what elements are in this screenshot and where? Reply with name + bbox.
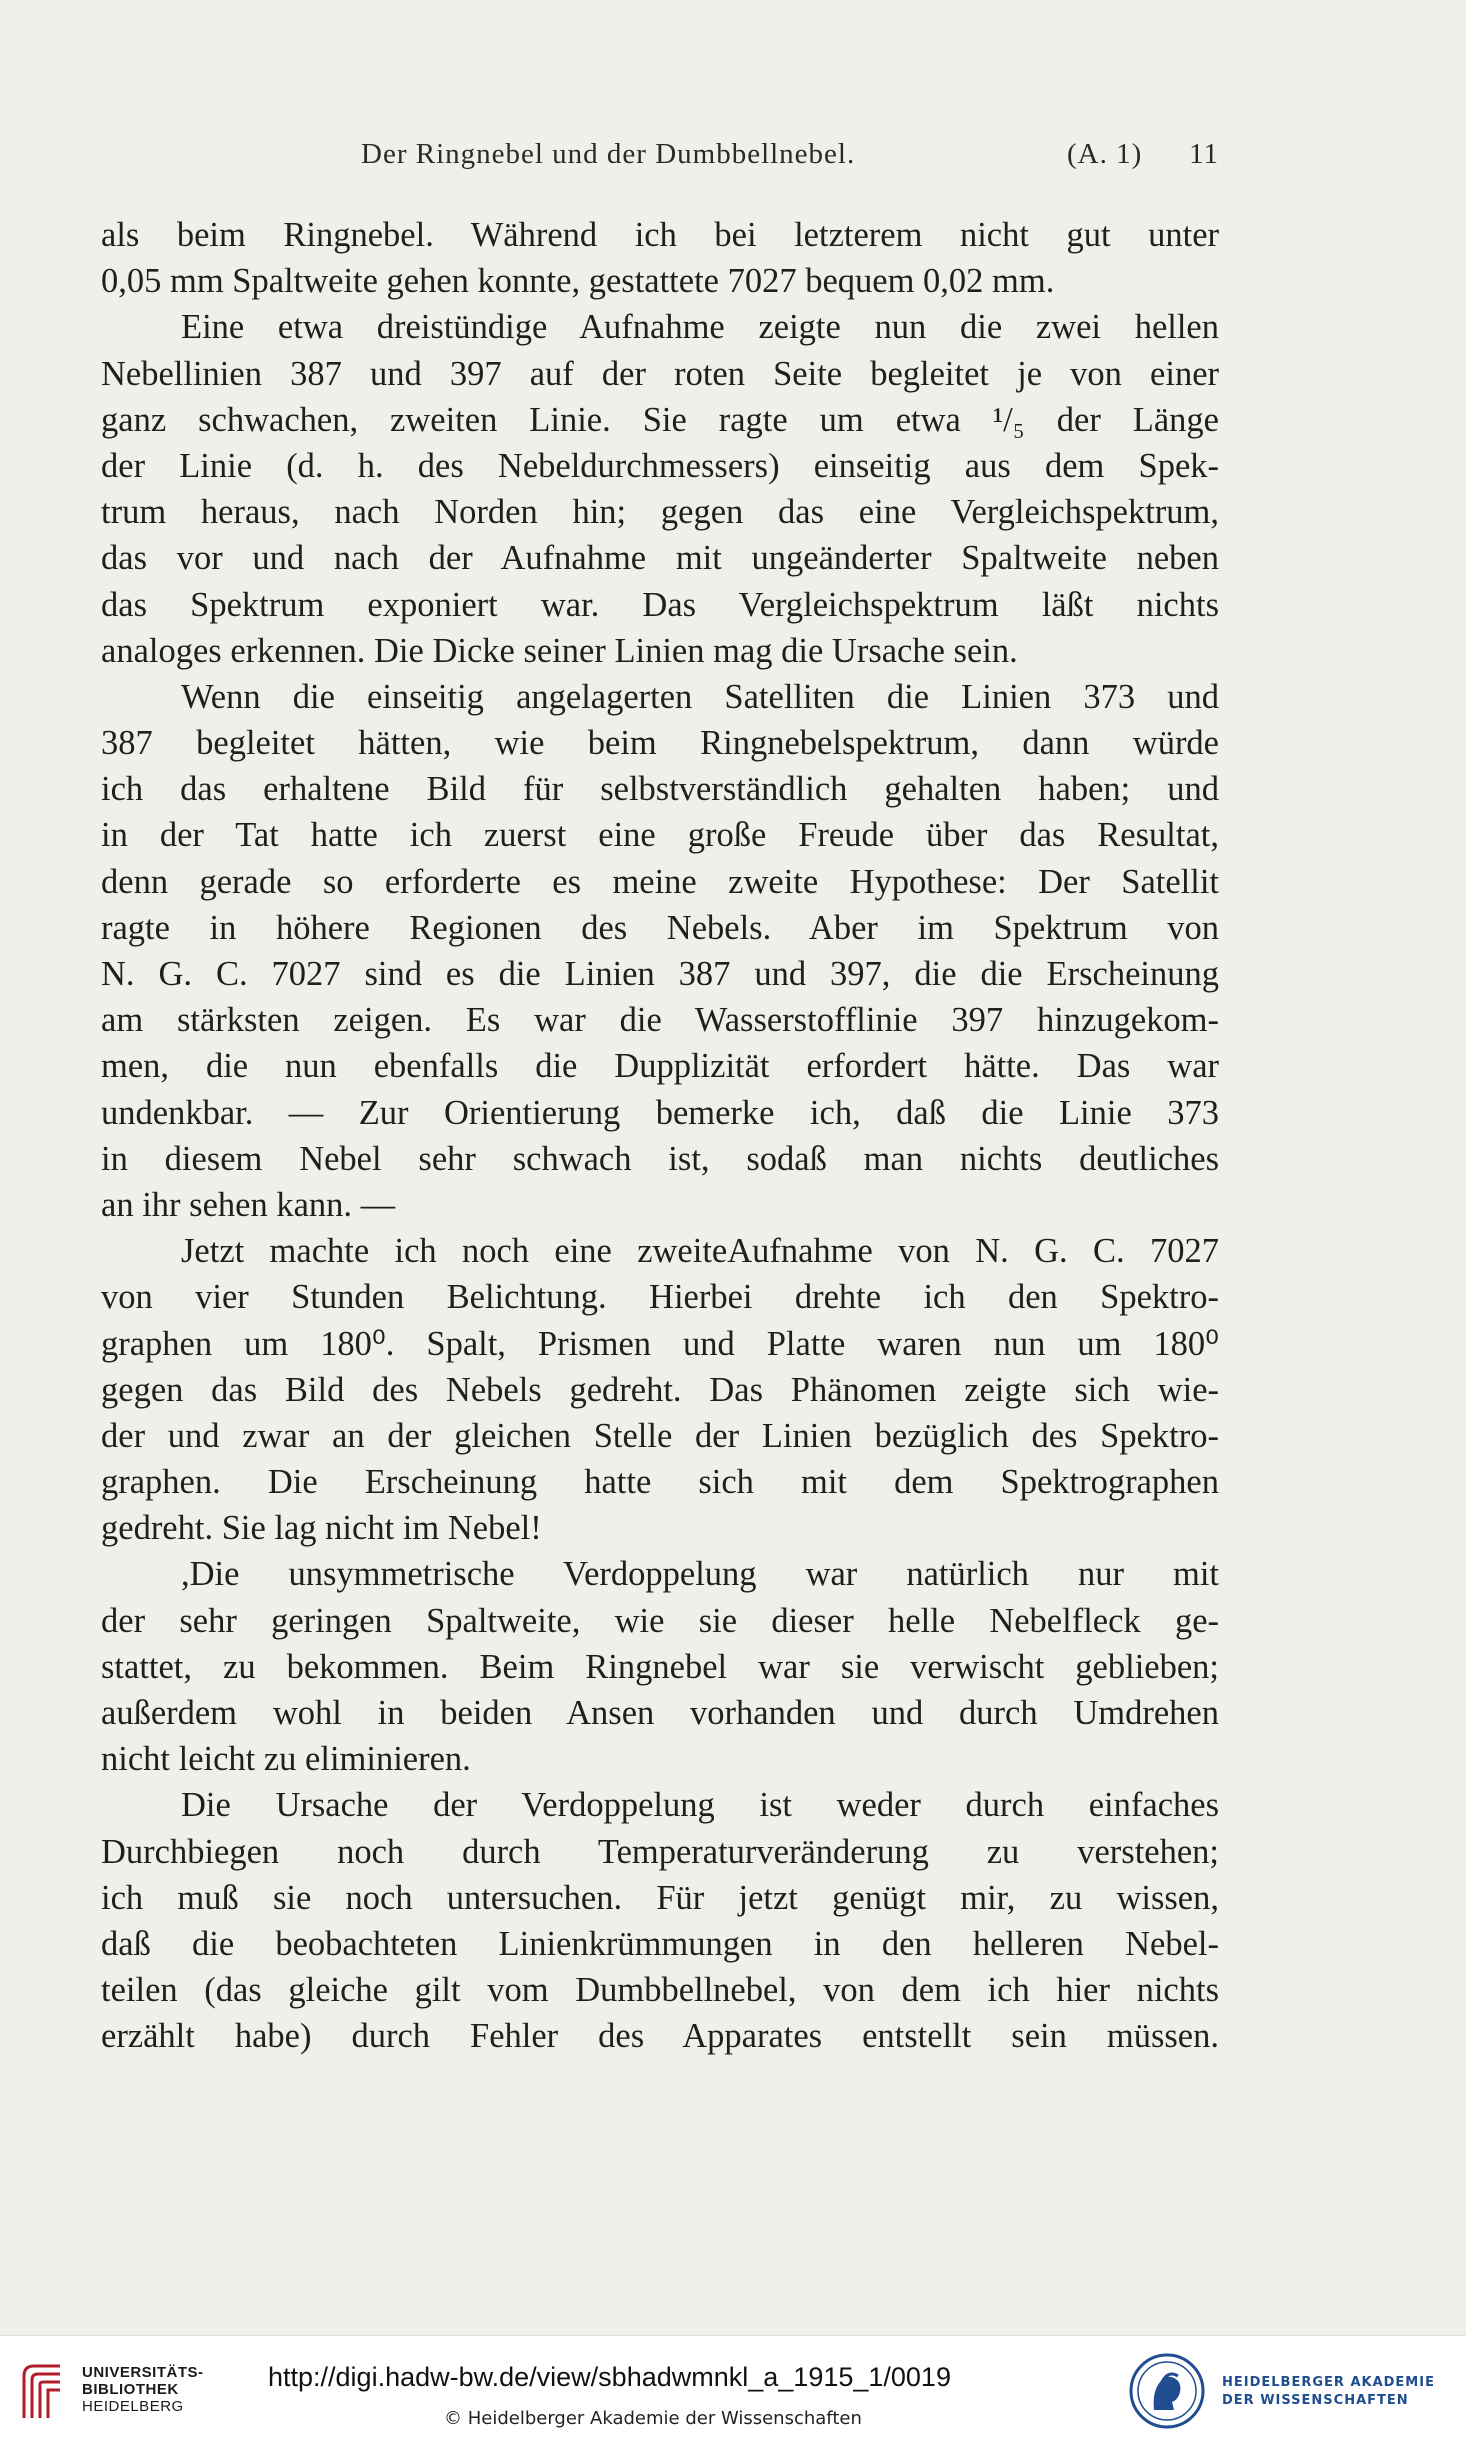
academy-seal-icon [1128,2352,1206,2430]
text-line: Die Ursache der Verdoppelung ist weder durch einfaches [181,1786,1219,1825]
text-line: von vier Stunden Belichtung. Hierbei drehte ich den Spektro- [101,1278,1219,1317]
text-line: 387 begleitet hätten, wie beim Ringnebelspektrum, dann würde [101,724,1219,763]
text-line: trum heraus, nach Norden hin; gegen das eine Vergleichspektrum, [101,493,1219,532]
text-line: graphen um 180⁰. Spalt, Prismen und Platte waren nun um 180⁰ [101,1324,1219,1363]
text-line: der sehr geringen Spaltweite, wie sie dieser helle Nebelfleck ge- [101,1601,1219,1640]
text-line: denn gerade so erforderte es meine zweite Hypothese: Der Satellit [101,862,1219,901]
text-line: daß die beobachteten Linienkrümmungen in den helleren Nebel- [101,1924,1219,1963]
text-line: ich das erhaltene Bild für selbstverständlich gehalten haben; und [101,770,1219,809]
text-line: nicht leicht zu eliminieren. [101,1740,471,1779]
text-line: das Spektrum exponiert war. Das Vergleichspektrum läßt nichts [101,585,1219,624]
running-title: Der Ringnebel und der Dumbbellnebel. [361,138,856,170]
copyright-notice: © Heidelberger Akademie der Wissenschaften [444,2408,862,2429]
permalink-url[interactable]: http://digi.hadw-bw.de/view/sbhadwmnkl_a_1915_1/0019 [268,2362,951,2392]
text-line: graphen. Die Erscheinung hatte sich mit dem Spektrographen [101,1463,1219,1502]
text-line: das vor und nach der Aufnahme mit ungeänderter Spaltweite neben [101,539,1219,578]
text-line: ganz schwachen, zweiten Linie. Sie ragte um etwa ¹/₅ der Länge [101,400,1219,439]
text-line: in der Tat hatte ich zuerst eine große Freude über das Resultat, [101,816,1219,855]
text-line: ich muß sie noch untersuchen. Für jetzt genügt mir, zu wissen, [101,1878,1219,1917]
text-line: Jetzt machte ich noch eine zweiteAufnahme von N. G. C. 7027 [181,1232,1219,1271]
text-line: ,Die unsymmetrische Verdoppelung war natürlich nur mit [181,1555,1219,1594]
text-line: undenkbar. — Zur Orientierung bemerke ich, daß die Linie 373 [101,1093,1219,1132]
text-line: der Linie (d. h. des Nebeldurchmessers) einseitig aus dem Spek- [101,446,1219,485]
page-number: 11 [1189,138,1219,170]
text-line: Eine etwa dreistündige Aufnahme zeigte nun die zwei hellen [181,308,1219,347]
text-line: teilen (das gleiche gilt vom Dumbbellnebel, von dem ich hier nichts [101,1971,1219,2010]
section-marker: (A. 1) [1067,138,1143,170]
university-library-logo-icon [14,2358,70,2424]
text-line: analoges erkennen. Die Dicke seiner Linien mag die Ursache sein. [101,631,1018,670]
text-line: men, die nun ebenfalls die Dupplizität erfordert hätte. Das war [101,1047,1219,1086]
text-line: der und zwar an der gleichen Stelle der Linien bezüglich des Spektro- [101,1416,1219,1455]
text-line: Nebellinien 387 und 397 auf der roten Seite begleitet je von einer [101,354,1219,393]
text-line: N. G. C. 7027 sind es die Linien 387 und 397, die die Erscheinung [101,955,1219,993]
academy-name: HEIDELBERGER AKADEMIE DER WISSENSCHAFTEN [1222,2375,1435,2408]
text-line: erzählt habe) durch Fehler des Apparates entstellt sein müssen. [101,2017,1219,2056]
text-line: stattet, zu bekommen. Beim Ringnebel war sie verwischt geblieben; [101,1647,1219,1686]
footer-bar [0,2335,1466,2438]
text-line: Durchbiegen noch durch Temperaturveränderung zu verstehen; [101,1832,1219,1871]
text-line: ragte in höhere Regionen des Nebels. Aber im Spektrum von [101,908,1219,947]
text-line: außerdem wohl in beiden Ansen vorhanden und durch Umdrehen [101,1694,1219,1732]
text-line: an ihr sehen kann. — [101,1185,396,1224]
text-line: gegen das Bild des Nebels gedreht. Das Phänomen zeigte sich wie- [101,1370,1219,1409]
text-line: am stärksten zeigen. Es war die Wasserstofflinie 397 hinzugekom- [101,1001,1219,1040]
text-line: als beim Ringnebel. Während ich bei letzterem nicht gut unter [101,216,1219,254]
text-line: gedreht. Sie lag nicht im Nebel! [101,1509,542,1548]
body-text [101,212,1219,2060]
university-library-name: UNIVERSITÄTS- BIBLIOTHEK HEIDELBERG [82,2364,204,2415]
text-line: in diesem Nebel sehr schwach ist, sodaß man nichts deutliches [101,1139,1219,1178]
text-line: Wenn die einseitig angelagerten Satelliten die Linien 373 und [181,677,1219,716]
text-line: 0,05 mm Spaltweite gehen konnte, gestattete 7027 bequem 0,02 mm. [101,262,1055,301]
